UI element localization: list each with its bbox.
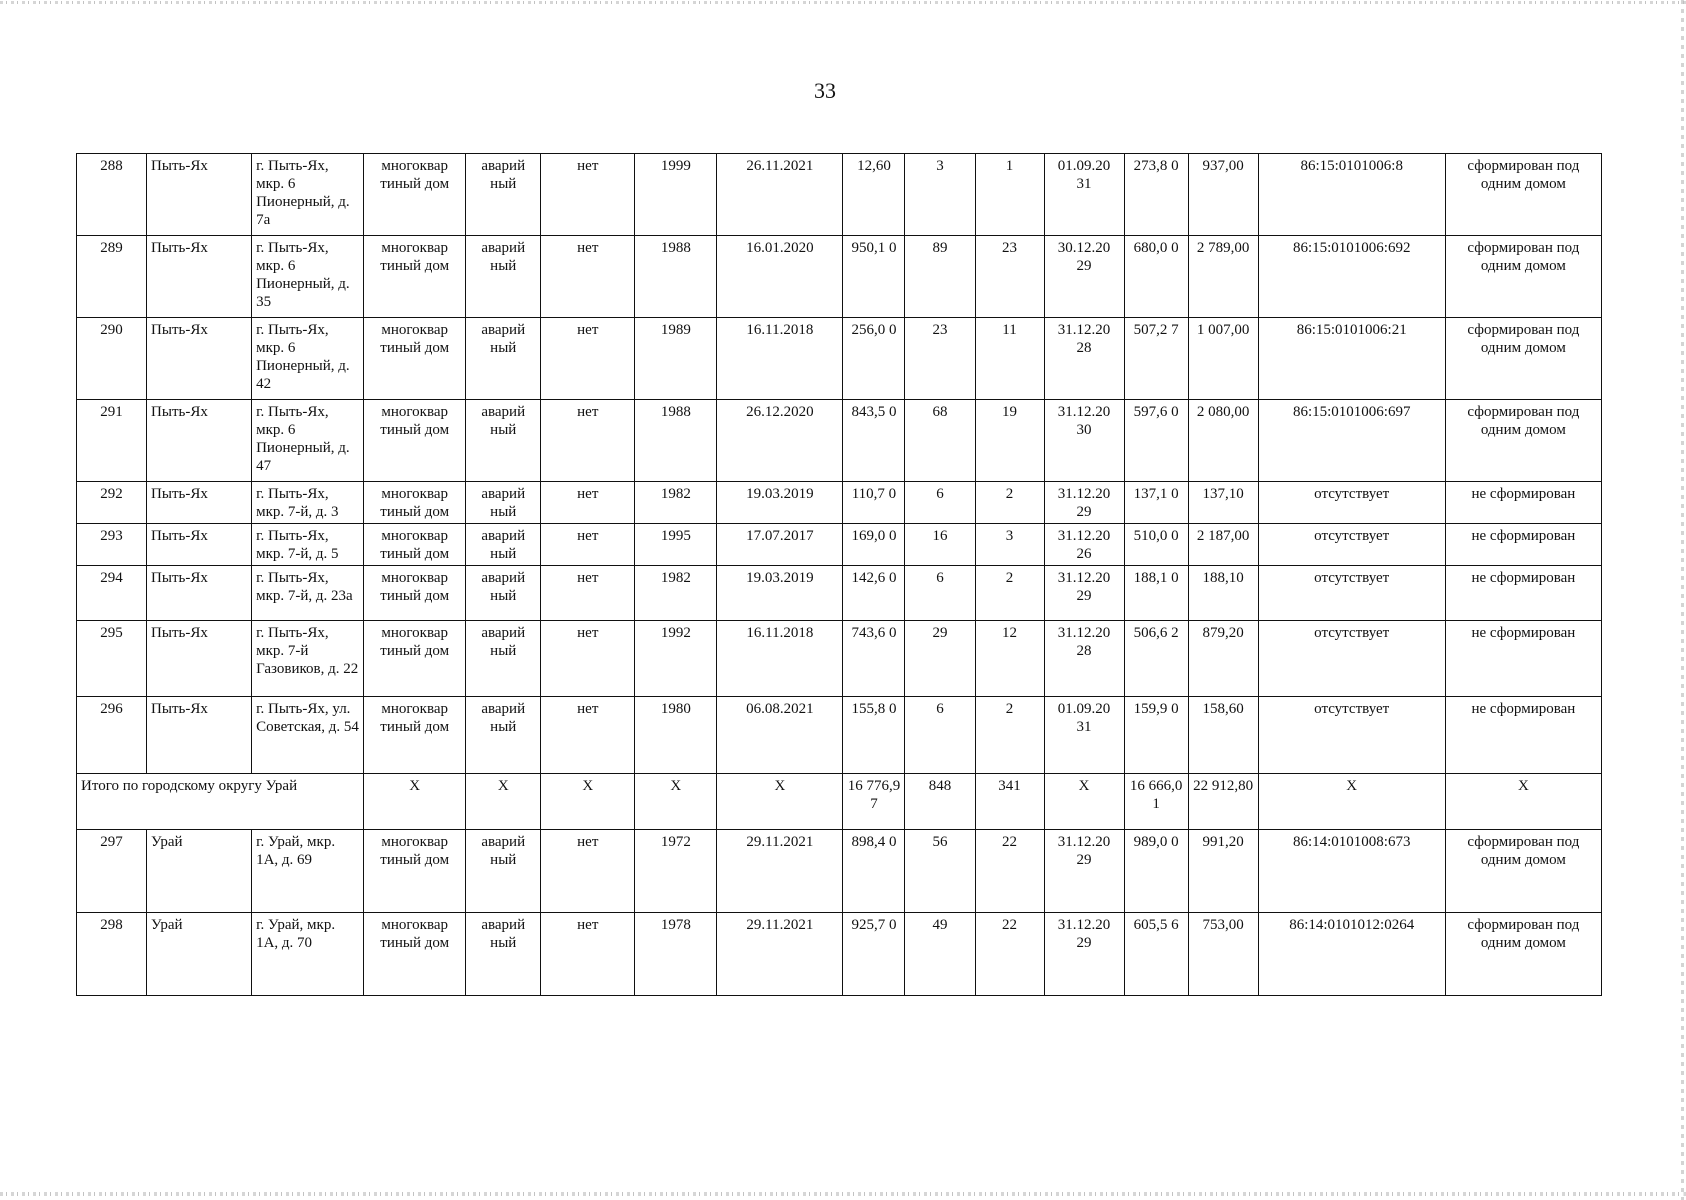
cell-city: Пыть-Ях xyxy=(147,318,252,400)
cell-rooms: 2 xyxy=(975,697,1044,774)
cell-address: г. Пыть-Ях, мкр. 6 Пионерный, д. 35 xyxy=(252,236,364,318)
cell-city: Пыть-Ях xyxy=(147,400,252,482)
cell-area-planned: 989,0 0 xyxy=(1124,830,1188,913)
cell-cost: 991,20 xyxy=(1188,830,1258,913)
cell-building-status: аварий ный xyxy=(466,621,541,697)
cell-address: г. Пыть-Ях, мкр. 6 Пионерный, д. 42 xyxy=(252,318,364,400)
cell-rooms: 23 xyxy=(975,236,1044,318)
cell-address: г. Пыть-Ях, мкр. 7-й Газовиков, д. 22 xyxy=(252,621,364,697)
housing-register-table xyxy=(76,153,1602,996)
cell-flag: нет xyxy=(541,482,635,524)
cell-city: Пыть-Ях xyxy=(147,524,252,566)
cell-area-planned: 506,6 2 xyxy=(1124,621,1188,697)
cell-city: Пыть-Ях xyxy=(147,236,252,318)
cell-city: Пыть-Ях xyxy=(147,566,252,621)
cell-deadline: 31.12.20 29 xyxy=(1044,482,1124,524)
cell-deadline: 31.12.20 29 xyxy=(1044,830,1124,913)
cell-area: 925,7 0 xyxy=(843,913,905,996)
cell-area: 12,60 xyxy=(843,154,905,236)
cell-flag: нет xyxy=(541,913,635,996)
total-area-planned: 16 666,0 1 xyxy=(1124,774,1188,830)
scan-edge-top xyxy=(0,1,1686,4)
cell-year-built: 1989 xyxy=(635,318,717,400)
cell-building-type: многоквар тиный дом xyxy=(364,400,466,482)
cell-residents: 49 xyxy=(905,913,975,996)
cell-cadastre-number: 86:15:0101006:697 xyxy=(1258,400,1445,482)
table-row xyxy=(77,236,1602,318)
cell-building-status: аварий ный xyxy=(466,236,541,318)
cell-address: г. Урай, мкр. 1А, д. 69 xyxy=(252,830,364,913)
cell-cost: 2 187,00 xyxy=(1188,524,1258,566)
cell-city: Пыть-Ях xyxy=(147,482,252,524)
cell-address: г. Пыть-Ях, мкр. 7-й, д. 5 xyxy=(252,524,364,566)
cell-area-planned: 159,9 0 xyxy=(1124,697,1188,774)
cell-address: г. Пыть-Ях, мкр. 7-й, д. 3 xyxy=(252,482,364,524)
cell-area-planned: 597,6 0 xyxy=(1124,400,1188,482)
cell-area-planned: 510,0 0 xyxy=(1124,524,1188,566)
cell-row-number: 290 xyxy=(77,318,147,400)
cell-cost: 2 080,00 xyxy=(1188,400,1258,482)
total-label: Итого по городскому округу Урай xyxy=(77,774,364,830)
table-row xyxy=(77,830,1602,913)
cell-area: 155,8 0 xyxy=(843,697,905,774)
cell-row-number: 297 xyxy=(77,830,147,913)
cell-area: 110,7 0 xyxy=(843,482,905,524)
cell-address: г. Пыть-Ях, мкр. 7-й, д. 23а xyxy=(252,566,364,621)
cell-cadastre-number: 86:15:0101006:692 xyxy=(1258,236,1445,318)
cell-cost: 188,10 xyxy=(1188,566,1258,621)
cell-x: Х xyxy=(541,774,635,830)
cell-flag: нет xyxy=(541,236,635,318)
cell-building-type: многоквар тиный дом xyxy=(364,566,466,621)
cell-building-type: многоквар тиный дом xyxy=(364,482,466,524)
cell-building-type: многоквар тиный дом xyxy=(364,154,466,236)
cell-deadline: 31.12.20 26 xyxy=(1044,524,1124,566)
cell-building-type: многоквар тиный дом xyxy=(364,318,466,400)
cell-year-built: 1988 xyxy=(635,236,717,318)
cell-land-plot-status: сформирован под одним домом xyxy=(1445,236,1601,318)
cell-rooms: 2 xyxy=(975,482,1044,524)
cell-residents: 6 xyxy=(905,482,975,524)
cell-flag: нет xyxy=(541,566,635,621)
cell-land-plot-status: сформирован под одним домом xyxy=(1445,318,1601,400)
cell-row-number: 298 xyxy=(77,913,147,996)
cell-recognition-date: 19.03.2019 xyxy=(717,566,843,621)
table-row xyxy=(77,566,1602,621)
cell-flag: нет xyxy=(541,524,635,566)
cell-area: 950,1 0 xyxy=(843,236,905,318)
cell-land-plot-status: сформирован под одним домом xyxy=(1445,830,1601,913)
cell-area: 169,0 0 xyxy=(843,524,905,566)
cell-recognition-date: 17.07.2017 xyxy=(717,524,843,566)
cell-deadline: 31.12.20 28 xyxy=(1044,318,1124,400)
total-rooms: 341 xyxy=(975,774,1044,830)
cell-city: Пыть-Ях xyxy=(147,154,252,236)
cell-deadline: 31.12.20 28 xyxy=(1044,621,1124,697)
cell-building-type: многоквар тиный дом xyxy=(364,524,466,566)
cell-city: Урай xyxy=(147,830,252,913)
cell-cost: 158,60 xyxy=(1188,697,1258,774)
scan-edge-bottom xyxy=(0,1192,1686,1196)
cell-x: Х xyxy=(1258,774,1445,830)
cell-row-number: 292 xyxy=(77,482,147,524)
cell-recognition-date: 16.11.2018 xyxy=(717,621,843,697)
cell-area-planned: 605,5 6 xyxy=(1124,913,1188,996)
cell-cost: 2 789,00 xyxy=(1188,236,1258,318)
cell-rooms: 12 xyxy=(975,621,1044,697)
table-row xyxy=(77,318,1602,400)
cell-cost: 937,00 xyxy=(1188,154,1258,236)
cell-deadline: 30.12.20 29 xyxy=(1044,236,1124,318)
cell-flag: нет xyxy=(541,400,635,482)
cell-x: Х xyxy=(635,774,717,830)
cell-city: Пыть-Ях xyxy=(147,697,252,774)
cell-land-plot-status: сформирован под одним домом xyxy=(1445,400,1601,482)
total-row xyxy=(77,774,1602,830)
cell-cost: 879,20 xyxy=(1188,621,1258,697)
total-area: 16 776,9 7 xyxy=(843,774,905,830)
cell-deadline: 01.09.20 31 xyxy=(1044,697,1124,774)
cell-area: 843,5 0 xyxy=(843,400,905,482)
cell-rooms: 2 xyxy=(975,566,1044,621)
table-row xyxy=(77,400,1602,482)
cell-row-number: 288 xyxy=(77,154,147,236)
table-row xyxy=(77,524,1602,566)
cell-area-planned: 507,2 7 xyxy=(1124,318,1188,400)
cell-x: Х xyxy=(1445,774,1601,830)
cell-year-built: 1982 xyxy=(635,566,717,621)
cell-area-planned: 137,1 0 xyxy=(1124,482,1188,524)
cell-area-planned: 680,0 0 xyxy=(1124,236,1188,318)
cell-rooms: 11 xyxy=(975,318,1044,400)
cell-building-status: аварий ный xyxy=(466,697,541,774)
cell-area: 898,4 0 xyxy=(843,830,905,913)
cell-deadline: 31.12.20 29 xyxy=(1044,913,1124,996)
cell-residents: 89 xyxy=(905,236,975,318)
cell-recognition-date: 19.03.2019 xyxy=(717,482,843,524)
cell-land-plot-status: не сформирован xyxy=(1445,697,1601,774)
cell-flag: нет xyxy=(541,697,635,774)
cell-building-status: аварий ный xyxy=(466,830,541,913)
cell-residents: 16 xyxy=(905,524,975,566)
cell-rooms: 3 xyxy=(975,524,1044,566)
table-row xyxy=(77,913,1602,996)
cell-rooms: 22 xyxy=(975,913,1044,996)
cell-recognition-date: 26.11.2021 xyxy=(717,154,843,236)
cell-residents: 68 xyxy=(905,400,975,482)
cell-row-number: 295 xyxy=(77,621,147,697)
cell-flag: нет xyxy=(541,154,635,236)
cell-land-plot-status: не сформирован xyxy=(1445,566,1601,621)
page-number: 33 xyxy=(814,78,836,103)
cell-cadastre-number: отсутствует xyxy=(1258,524,1445,566)
cell-year-built: 1982 xyxy=(635,482,717,524)
cell-year-built: 1978 xyxy=(635,913,717,996)
cell-building-type: многоквар тиный дом xyxy=(364,697,466,774)
table-body xyxy=(77,154,1602,996)
cell-building-type: многоквар тиный дом xyxy=(364,236,466,318)
cell-address: г. Пыть-Ях, ул. Советская, д. 54 xyxy=(252,697,364,774)
cell-recognition-date: 16.01.2020 xyxy=(717,236,843,318)
cell-year-built: 1995 xyxy=(635,524,717,566)
cell-year-built: 1988 xyxy=(635,400,717,482)
cell-building-status: аварий ный xyxy=(466,482,541,524)
cell-building-status: аварий ный xyxy=(466,400,541,482)
cell-building-type: многоквар тиный дом xyxy=(364,830,466,913)
cell-year-built: 1992 xyxy=(635,621,717,697)
cell-cadastre-number: 86:14:0101012:0264 xyxy=(1258,913,1445,996)
cell-building-type: многоквар тиный дом xyxy=(364,621,466,697)
cell-recognition-date: 16.11.2018 xyxy=(717,318,843,400)
cell-rooms: 19 xyxy=(975,400,1044,482)
cell-flag: нет xyxy=(541,830,635,913)
cell-area-planned: 273,8 0 xyxy=(1124,154,1188,236)
cell-flag: нет xyxy=(541,318,635,400)
cell-cadastre-number: отсутствует xyxy=(1258,566,1445,621)
cell-x: Х xyxy=(364,774,466,830)
cell-residents: 23 xyxy=(905,318,975,400)
cell-building-status: аварий ный xyxy=(466,154,541,236)
cell-cost: 137,10 xyxy=(1188,482,1258,524)
table-row xyxy=(77,621,1602,697)
cell-row-number: 294 xyxy=(77,566,147,621)
cell-land-plot-status: не сформирован xyxy=(1445,524,1601,566)
cell-building-status: аварий ный xyxy=(466,913,541,996)
cell-building-status: аварий ный xyxy=(466,524,541,566)
cell-cadastre-number: 86:14:0101008:673 xyxy=(1258,830,1445,913)
cell-building-status: аварий ный xyxy=(466,566,541,621)
total-cost: 22 912,80 xyxy=(1188,774,1258,830)
cell-land-plot-status: сформирован под одним домом xyxy=(1445,913,1601,996)
cell-year-built: 1999 xyxy=(635,154,717,236)
cell-building-type: многоквар тиный дом xyxy=(364,913,466,996)
cell-residents: 29 xyxy=(905,621,975,697)
cell-year-built: 1972 xyxy=(635,830,717,913)
cell-year-built: 1980 xyxy=(635,697,717,774)
cell-row-number: 296 xyxy=(77,697,147,774)
cell-area: 743,6 0 xyxy=(843,621,905,697)
cell-residents: 56 xyxy=(905,830,975,913)
cell-x: Х xyxy=(1044,774,1124,830)
table-row xyxy=(77,697,1602,774)
cell-cadastre-number: отсутствует xyxy=(1258,697,1445,774)
cell-area: 142,6 0 xyxy=(843,566,905,621)
cell-address: г. Пыть-Ях, мкр. 6 Пионерный, д. 7а xyxy=(252,154,364,236)
cell-row-number: 289 xyxy=(77,236,147,318)
cell-recognition-date: 29.11.2021 xyxy=(717,913,843,996)
table-row xyxy=(77,482,1602,524)
table-row xyxy=(77,154,1602,236)
cell-building-status: аварий ный xyxy=(466,318,541,400)
cell-cost: 753,00 xyxy=(1188,913,1258,996)
cell-cadastre-number: 86:15:0101006:21 xyxy=(1258,318,1445,400)
cell-deadline: 01.09.20 31 xyxy=(1044,154,1124,236)
cell-land-plot-status: сформирован под одним домом xyxy=(1445,154,1601,236)
cell-address: г. Урай, мкр. 1А, д. 70 xyxy=(252,913,364,996)
cell-rooms: 22 xyxy=(975,830,1044,913)
cell-area-planned: 188,1 0 xyxy=(1124,566,1188,621)
cell-x: Х xyxy=(466,774,541,830)
cell-deadline: 31.12.20 30 xyxy=(1044,400,1124,482)
cell-cadastre-number: отсутствует xyxy=(1258,482,1445,524)
cell-residents: 6 xyxy=(905,697,975,774)
cell-recognition-date: 29.11.2021 xyxy=(717,830,843,913)
cell-city: Урай xyxy=(147,913,252,996)
scan-edge-right xyxy=(1681,0,1684,1200)
cell-residents: 6 xyxy=(905,566,975,621)
cell-city: Пыть-Ях xyxy=(147,621,252,697)
cell-x: Х xyxy=(717,774,843,830)
cell-rooms: 1 xyxy=(975,154,1044,236)
cell-residents: 3 xyxy=(905,154,975,236)
cell-flag: нет xyxy=(541,621,635,697)
cell-land-plot-status: не сформирован xyxy=(1445,482,1601,524)
cell-address: г. Пыть-Ях, мкр. 6 Пионерный, д. 47 xyxy=(252,400,364,482)
cell-row-number: 293 xyxy=(77,524,147,566)
cell-cadastre-number: отсутствует xyxy=(1258,621,1445,697)
cell-row-number: 291 xyxy=(77,400,147,482)
total-residents: 848 xyxy=(905,774,975,830)
cell-recognition-date: 06.08.2021 xyxy=(717,697,843,774)
cell-recognition-date: 26.12.2020 xyxy=(717,400,843,482)
cell-land-plot-status: не сформирован xyxy=(1445,621,1601,697)
cell-cost: 1 007,00 xyxy=(1188,318,1258,400)
cell-area: 256,0 0 xyxy=(843,318,905,400)
cell-cadastre-number: 86:15:0101006:8 xyxy=(1258,154,1445,236)
cell-deadline: 31.12.20 29 xyxy=(1044,566,1124,621)
